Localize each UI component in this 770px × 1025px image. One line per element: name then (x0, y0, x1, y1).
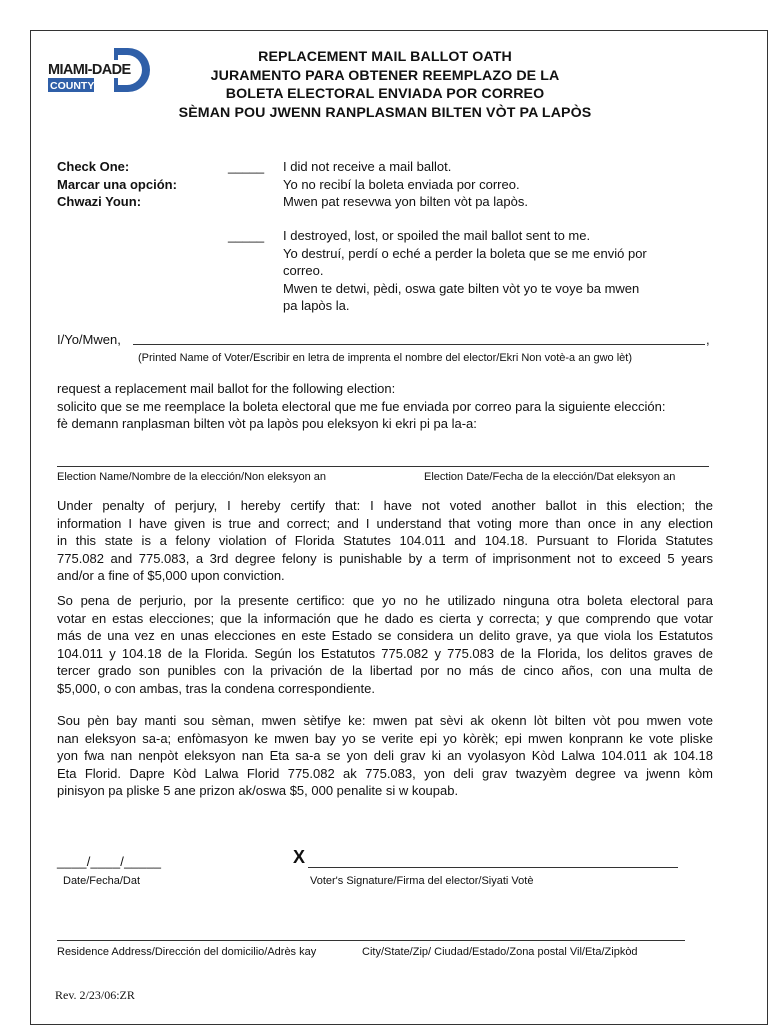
title-en: REPLACEMENT MAIL BALLOT OATH (258, 49, 512, 65)
check-one-label-es: Marcar una opción: (57, 176, 177, 192)
request-en: request a replacement mail ballot for the following election: (57, 381, 396, 396)
oath-english: Under penalty of perjury, I hereby certify that: I have not voted another ballot in this election; the information I have given is true and correct; and I understand that voting more than once in any election in this state is a felony violation of Florida Statutes 104.011 and 104.18. Pursuant to Florida Statutes 775.082 and 775.083, a 3rd degree felony is punishable by a term of imprisonment not to exceed 5 years and/or a fine of $5,000 upon conviction. (57, 498, 713, 584)
election-name-label: Election Name/Nombre de la elección/Non eleksyon an (57, 471, 327, 483)
title-ht: SÈMAN POU JWENN RANPLASMAN BILTEN VÒT PA LAPÒS (178, 104, 592, 121)
name-prefix: I/Yo/Mwen, (57, 332, 121, 347)
date-field[interactable]: ____/____/_____ (57, 854, 162, 869)
election-field-line[interactable] (57, 466, 709, 467)
option-not-received-es: Yo no recibí la boleta enviada por correo. (283, 176, 520, 192)
miami-dade-county-logo (46, 44, 158, 96)
option-destroyed-en: I destroyed, lost, or spoiled the mail ballot sent to me. (283, 228, 591, 243)
svg-text:MIAMI-DADE: MIAMI-DADE (48, 62, 131, 78)
signature-label: Voter's Signature/Firma del elector/Siyati Votè (310, 875, 534, 887)
revision-note: Rev. 2/23/06:ZR (55, 988, 135, 1002)
election-date-label: Election Date/Fecha de la elección/Dat eleksyon an (424, 471, 676, 483)
option-destroyed-ht-2: pa lapòs la. (283, 298, 350, 313)
signature-x-mark: X (293, 847, 306, 867)
option-not-received-en: I did not receive a mail ballot. (283, 159, 452, 174)
option-destroyed-es-2: correo. (283, 263, 324, 278)
form-title (160, 48, 610, 122)
title-es-1: JURAMENTO PARA OBTENER REEMPLAZO DE LA (210, 67, 560, 84)
option-not-received-ht: Mwen pat resevwa yon bilten vòt pa lapòs. (283, 194, 528, 209)
oath-spanish: So pena de perjurio, por la presente certifico: que yo no he utilizado ninguna otra boleta electoral para votar en estas elecciones; que la información que he dado es cierta y correcta; y que comprendo que votar más de una vez en unas elecciones en este Estado se considera un delito grave, ya que viola los Estatutos 104.011 y 104.18 de la Florida. Según los Estatutos 775.082 y 775.083 de la Florida, los delitos graves de tercer grado son punibles con la privación de la libertad por no más de cinco años, con una multa de $5,000, o con ambas, tras la condena correspondiente. (57, 593, 713, 696)
printed-name-field[interactable] (133, 344, 705, 345)
request-es: solicito que se me reemplace la boleta electoral que me fue enviada por correo para la siguiente elección: (57, 398, 666, 414)
oath-creole: Sou pèn bay manti sou sèman, mwen sètifye ke: mwen pat sèvi ak okenn lòt bilten vòt pou mwen vote nan eleksyon sa-a; enfòmasyon ke mwen bay yo se verite epi yo kòrèk; epi mwen konprann ke vote pliske yon fwa nan nenpòt eleksyon nan Eta sa-a se yon deli grav ki an vyolasyon Kòd Lalwa 104.011 ak 104.18 Eta Florid. Dapre Kòd Lalwa Florid 775.082 ak 775.083, yon deli grav twazyèm degree va jwenn kòm pinisyon pa pliske 5 ane prizon ak/oswa $5, 000 penalite si w koupab. (57, 713, 713, 799)
option-destroyed-ht-1: Mwen te detwi, pèdi, oswa gate bilten vòt yo te voye ba mwen (283, 280, 640, 296)
title-es-2: BOLETA ELECTORAL ENVIADA POR CORREO (225, 86, 545, 102)
check-one-label-en: Check One: (57, 159, 130, 174)
option-destroyed-checkbox[interactable]: _____ (228, 228, 265, 243)
signature-field[interactable] (308, 867, 678, 868)
residence-address-label: Residence Address/Dirección del domicilio/Adrès kay (57, 946, 317, 958)
residence-address-field[interactable] (57, 940, 685, 941)
svg-text:COUNTY: COUNTY (50, 80, 95, 92)
check-one-label-ht: Chwazi Youn: (57, 194, 142, 209)
date-label: Date/Fecha/Dat (63, 875, 141, 887)
option-destroyed-es-1: Yo destruí, perdí o eché a perder la boleta que se me envió por (283, 245, 647, 261)
name-comma: , (706, 332, 710, 347)
printed-name-caption: (Printed Name of Voter/Escribir en letra de imprenta el nombre del elector/Ekri Non votè-a an gwo lèt) (138, 352, 633, 364)
option-not-received-checkbox[interactable]: _____ (228, 159, 265, 174)
city-state-zip-label: City/State/Zip/ Ciudad/Estado/Zona postal Vil/Eta/Zipkòd (362, 946, 638, 958)
request-ht: fè demann ranplasman bilten vòt pa lapòs pou eleksyon ki ekri pi pa la-a: (57, 416, 477, 431)
